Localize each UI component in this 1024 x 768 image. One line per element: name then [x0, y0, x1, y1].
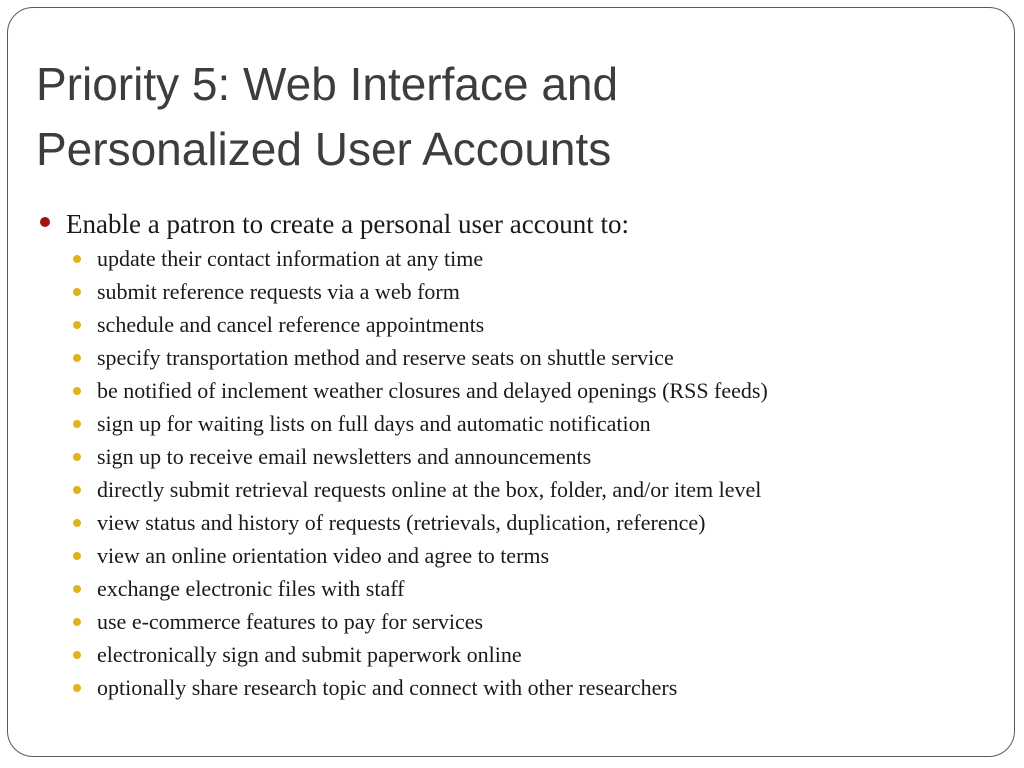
- bullet-dot-icon: [73, 618, 81, 626]
- slide-frame: [7, 7, 1015, 757]
- sub-bullet-item: [68, 539, 768, 572]
- sub-bullet-text: view status and history of requests (retrievals, duplication, reference): [97, 510, 706, 535]
- bullet-dot-icon: [73, 651, 81, 659]
- bullet-dot-icon: [73, 486, 81, 494]
- bullet-dot-icon: [73, 453, 81, 461]
- sub-bullet-text: exchange electronic files with staff: [97, 576, 405, 601]
- bullet-dot-icon: [73, 354, 81, 362]
- sub-bullet-item: [68, 308, 768, 341]
- sub-bullet-item: [68, 341, 768, 374]
- sub-bullet-item: [68, 671, 768, 704]
- slide-title: [36, 52, 996, 182]
- sub-bullet-text: view an online orientation video and agree to terms: [97, 543, 550, 568]
- main-bullet-item: [38, 206, 768, 704]
- sub-bullet-text: sign up for waiting lists on full days and automatic notification: [97, 411, 651, 436]
- sub-bullet-text: electronically sign and submit paperwork online: [97, 642, 522, 667]
- sub-bullet-item: [68, 605, 768, 638]
- sub-bullet-item: [68, 440, 768, 473]
- sub-bullet-text: submit reference requests via a web form: [97, 279, 460, 304]
- sub-bullet-item: [68, 473, 768, 506]
- sub-bullet-text: optionally share research topic and connect with other researchers: [97, 675, 678, 700]
- sub-bullet-item: [68, 407, 768, 440]
- sub-bullet-item: [68, 638, 768, 671]
- sub-bullet-list: [66, 242, 768, 704]
- bullet-dot-icon: [73, 288, 81, 296]
- sub-bullet-text: use e-commerce features to pay for services: [97, 609, 484, 634]
- sub-bullet-text: be notified of inclement weather closures and delayed openings (RSS feeds): [97, 378, 768, 403]
- sub-bullet-text: specify transportation method and reserve seats on shuttle service: [97, 345, 674, 370]
- sub-bullet-text: sign up to receive email newsletters and announcements: [97, 444, 592, 469]
- sub-bullet-item: [68, 275, 768, 308]
- sub-bullet-item: [68, 374, 768, 407]
- bullet-dot-icon: [73, 585, 81, 593]
- sub-bullet-text: schedule and cancel reference appointments: [97, 312, 485, 337]
- title-line-1: Priority 5: Web Interface and: [36, 58, 619, 110]
- sub-bullet-item: [68, 242, 768, 275]
- title-line-2: Personalized User Accounts: [36, 123, 612, 175]
- main-bullet-text: Enable a patron to create a personal user account to:: [66, 209, 629, 239]
- bullet-dot-icon: [73, 519, 81, 527]
- sub-bullet-item: [68, 506, 768, 539]
- sub-bullet-text: directly submit retrieval requests online at the box, folder, and/or item level: [97, 477, 762, 502]
- bullet-dot-icon: [73, 255, 81, 263]
- sub-bullet-item: [68, 572, 768, 605]
- bullet-dot-icon: [73, 684, 81, 692]
- sub-bullet-text: update their contact information at any time: [97, 246, 484, 271]
- bullet-dot-icon: [73, 420, 81, 428]
- bullet-dot-icon: [73, 387, 81, 395]
- bullet-list: [38, 206, 768, 704]
- bullet-dot-icon: [73, 321, 81, 329]
- bullet-dot-icon: [40, 217, 50, 227]
- bullet-dot-icon: [73, 552, 81, 560]
